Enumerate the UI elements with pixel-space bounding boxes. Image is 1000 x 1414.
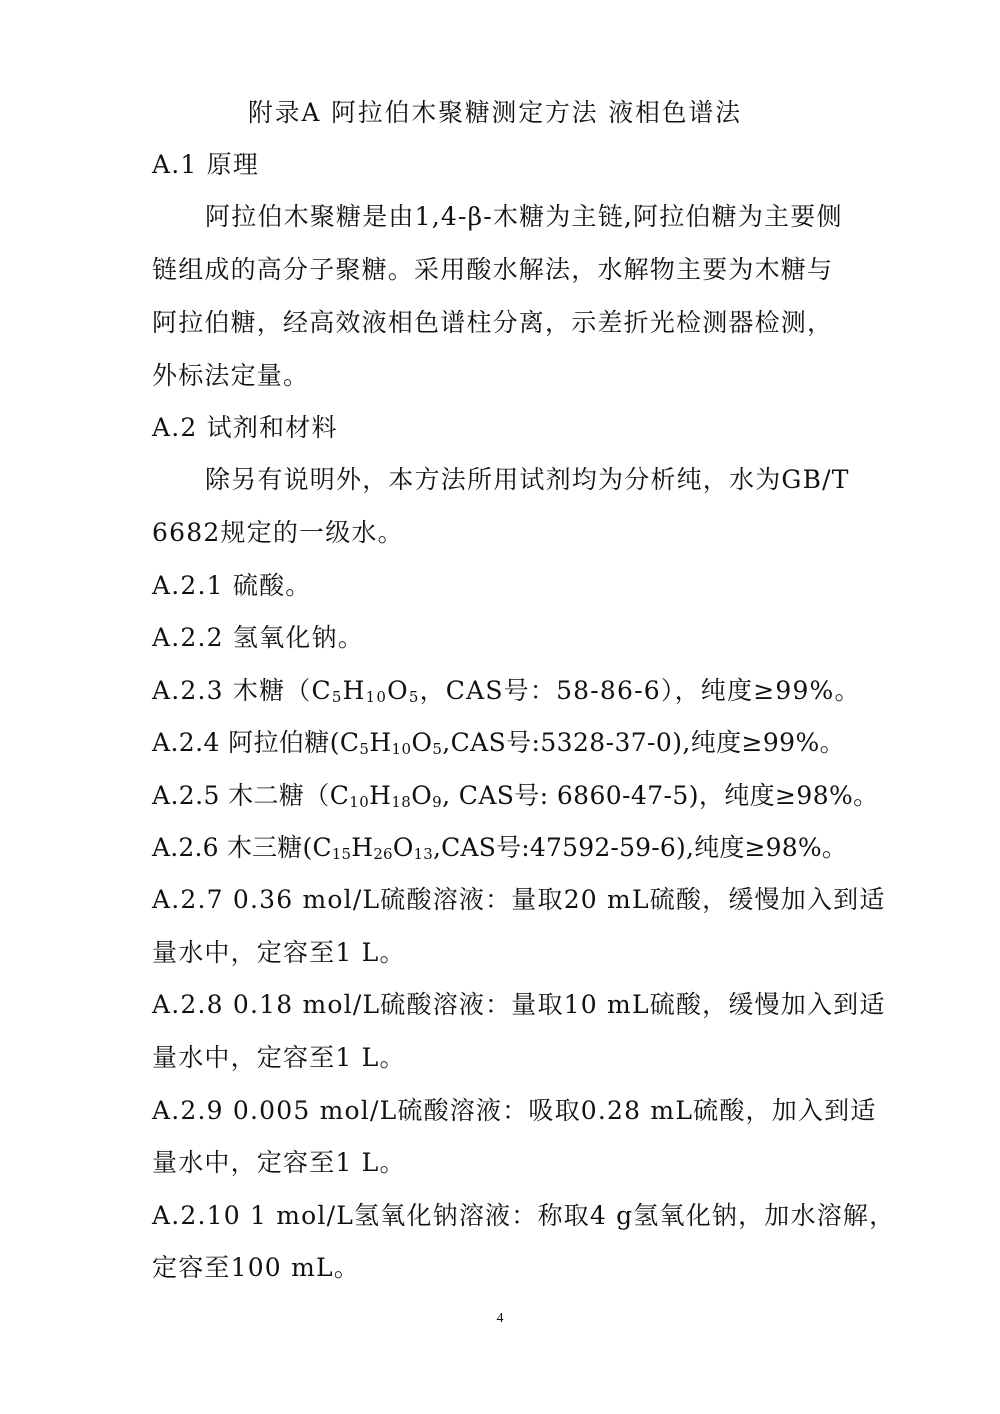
paragraph-line: 链组成的高分子聚糖。采用酸水解法，水解物主要为木糖与 (152, 255, 834, 284)
item-a2-4 (152, 726, 845, 760)
item-text: , CAS号: 6860-47-5)，纯度≥98%。 (442, 781, 879, 810)
item-a2-1: A.2.1 硫酸。 (152, 571, 312, 600)
item-text: O (392, 833, 414, 862)
subscript: 10 (349, 793, 370, 811)
paragraph-line: 外标法定量。 (152, 361, 310, 390)
subscript: 5 (432, 740, 443, 758)
item-text: H (342, 676, 366, 705)
paragraph-line: 阿拉伯糖，经高效液相色谱柱分离，示差折光检测器检测， (152, 308, 834, 337)
item-text: A.2.3 木糖（C (152, 676, 332, 705)
subscript: 18 (391, 793, 412, 811)
item-a2-6 (152, 831, 847, 865)
item-text: A.2.6 木三糖(C (152, 833, 332, 862)
paragraph-line: 除另有说明外，本方法所用试剂均为分析纯，水为GB/T (205, 465, 850, 494)
item-a2-8: A.2.8 0.18 mol/L硫酸溶液：量取10 mL硫酸，缓慢加入到适 (152, 990, 886, 1019)
paragraph-line: 6682规定的一级水。 (152, 518, 404, 547)
item-a2-10: A.2.10 1 mol/L氢氧化钠溶液：称取4 g氢氧化钠，加水溶解， (152, 1201, 896, 1230)
item-text: ,CAS号:5328-37-0),纯度≥99%。 (442, 728, 846, 757)
subscript: 9 (432, 793, 443, 811)
item-text: A.2.5 木二糖（C (152, 781, 350, 810)
paragraph-line: 量水中，定容至1 L。 (152, 938, 406, 967)
item-text: ,CAS号:47592-59-6),纯度≥98%。 (433, 833, 848, 862)
paragraph-line: 定容至100 mL。 (152, 1253, 360, 1282)
subscript: 5 (331, 688, 343, 706)
subscript: 10 (391, 740, 412, 758)
item-a2-5 (152, 779, 879, 813)
subscript: 26 (373, 845, 393, 863)
item-text: H (369, 781, 392, 810)
paragraph-line: 量水中，定容至1 L。 (152, 1043, 406, 1072)
subscript: 5 (359, 740, 370, 758)
item-text: H (369, 728, 392, 757)
item-text: O (387, 676, 409, 705)
item-a2-2: A.2.2 氢氧化钠。 (152, 623, 364, 652)
item-text: O (411, 781, 433, 810)
item-a2-9: A.2.9 0.005 mol/L硫酸溶液：吸取0.28 mL硫酸，加入到适 (152, 1096, 877, 1125)
item-a2-3 (152, 674, 861, 708)
subscript: 13 (413, 845, 434, 863)
paragraph-line: 阿拉伯木聚糖是由1,4-β-木糖为主链,阿拉伯糖为主要侧 (205, 202, 843, 231)
item-text: H (351, 833, 374, 862)
item-text: O (411, 728, 433, 757)
subscript: 5 (408, 688, 420, 706)
section-a1-heading: A.1 原理 (152, 150, 260, 179)
section-a2-heading: A.2 试剂和材料 (152, 413, 338, 442)
page-number: 4 (496, 1311, 504, 1326)
subscript: 15 (331, 845, 352, 863)
item-a2-7: A.2.7 0.36 mol/L硫酸溶液：量取20 mL硫酸，缓慢加入到适 (152, 885, 886, 914)
subscript: 10 (365, 688, 388, 706)
item-text: A.2.4 阿拉伯糖(C (152, 728, 360, 757)
paragraph-line: 量水中，定容至1 L。 (152, 1148, 406, 1177)
appendix-title: 附录A 阿拉伯木聚糖测定方法 液相色谱法 (248, 98, 742, 127)
item-text: ，CAS号：58-86-6），纯度≥99%。 (419, 676, 861, 705)
